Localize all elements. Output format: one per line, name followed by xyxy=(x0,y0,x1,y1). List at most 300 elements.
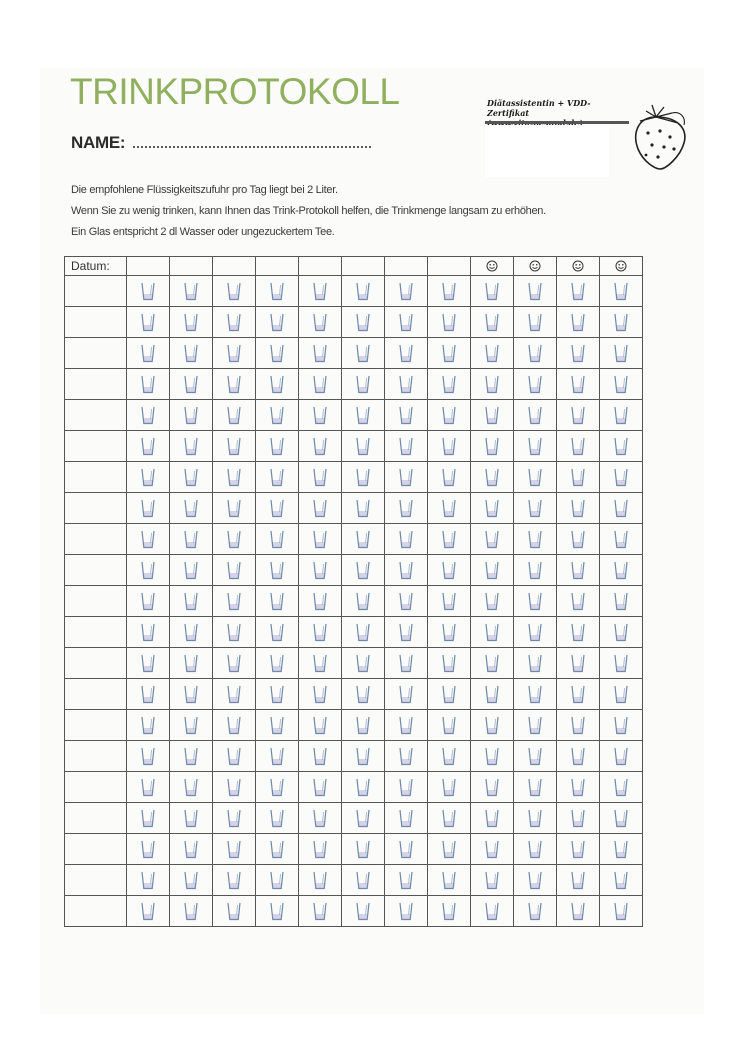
glass-cell[interactable] xyxy=(213,865,256,896)
glass-cell[interactable] xyxy=(385,524,428,555)
glass-cell[interactable] xyxy=(342,338,385,369)
name-field[interactable] xyxy=(71,133,371,153)
glass-cell[interactable] xyxy=(600,834,643,865)
glass-cell[interactable] xyxy=(213,462,256,493)
glass-cell[interactable] xyxy=(170,772,213,803)
glass-cell[interactable] xyxy=(514,307,557,338)
glass-cell[interactable] xyxy=(600,400,643,431)
glass-cell[interactable] xyxy=(299,369,342,400)
glass-cell[interactable] xyxy=(170,462,213,493)
glass-cell[interactable] xyxy=(299,586,342,617)
glass-cell[interactable] xyxy=(342,400,385,431)
glass-cell[interactable] xyxy=(471,772,514,803)
glass-cell[interactable] xyxy=(514,896,557,927)
glass-cell[interactable] xyxy=(600,524,643,555)
glass-cell[interactable] xyxy=(557,369,600,400)
glass-cell[interactable] xyxy=(299,617,342,648)
glass-cell[interactable] xyxy=(170,741,213,772)
date-cell[interactable] xyxy=(65,834,127,865)
glass-cell[interactable] xyxy=(256,431,299,462)
glass-cell[interactable] xyxy=(127,400,170,431)
glass-cell[interactable] xyxy=(557,679,600,710)
glass-cell[interactable] xyxy=(428,834,471,865)
glass-cell[interactable] xyxy=(557,865,600,896)
glass-cell[interactable] xyxy=(385,648,428,679)
glass-cell[interactable] xyxy=(385,462,428,493)
glass-cell[interactable] xyxy=(600,462,643,493)
date-cell[interactable] xyxy=(65,803,127,834)
date-header-cell[interactable] xyxy=(428,257,471,276)
glass-cell[interactable] xyxy=(299,276,342,307)
date-header-cell[interactable] xyxy=(256,257,299,276)
glass-cell[interactable] xyxy=(600,617,643,648)
glass-cell[interactable] xyxy=(256,276,299,307)
glass-cell[interactable] xyxy=(299,648,342,679)
glass-cell[interactable] xyxy=(514,834,557,865)
glass-cell[interactable] xyxy=(213,276,256,307)
date-header-cell[interactable] xyxy=(385,257,428,276)
glass-cell[interactable] xyxy=(127,834,170,865)
glass-cell[interactable] xyxy=(514,524,557,555)
glass-cell[interactable] xyxy=(600,431,643,462)
glass-cell[interactable] xyxy=(428,617,471,648)
glass-cell[interactable] xyxy=(600,369,643,400)
table-row xyxy=(65,369,643,400)
glass-cell[interactable] xyxy=(342,648,385,679)
glass-cell[interactable] xyxy=(428,679,471,710)
glass-cell[interactable] xyxy=(256,338,299,369)
glass-cell[interactable] xyxy=(600,803,643,834)
glass-cell[interactable] xyxy=(600,648,643,679)
glass-cell[interactable] xyxy=(428,710,471,741)
glass-cell[interactable] xyxy=(256,710,299,741)
glass-cell[interactable] xyxy=(557,276,600,307)
glass-cell[interactable] xyxy=(514,617,557,648)
glass-cell[interactable] xyxy=(471,276,514,307)
glass-cell[interactable] xyxy=(385,710,428,741)
glass-cell[interactable] xyxy=(471,648,514,679)
glass-cell[interactable] xyxy=(600,865,643,896)
glass-cell[interactable] xyxy=(600,307,643,338)
glass-cell[interactable] xyxy=(127,586,170,617)
glass-cell[interactable] xyxy=(299,710,342,741)
glass-cell[interactable] xyxy=(170,307,213,338)
date-cell[interactable] xyxy=(65,648,127,679)
glass-cell[interactable] xyxy=(471,400,514,431)
glass-cell[interactable] xyxy=(213,524,256,555)
glass-cell[interactable] xyxy=(428,276,471,307)
glass-cell[interactable] xyxy=(600,679,643,710)
glass-cell[interactable] xyxy=(471,803,514,834)
glass-cell[interactable] xyxy=(127,555,170,586)
glass-cell[interactable] xyxy=(514,338,557,369)
glass-cell[interactable] xyxy=(600,338,643,369)
glass-cell[interactable] xyxy=(256,834,299,865)
glass-cell[interactable] xyxy=(600,710,643,741)
glass-cell[interactable] xyxy=(385,834,428,865)
glass-cell[interactable] xyxy=(342,803,385,834)
glass-cell[interactable] xyxy=(385,772,428,803)
glass-cell[interactable] xyxy=(127,524,170,555)
glass-cell[interactable] xyxy=(342,555,385,586)
glass-cell[interactable] xyxy=(514,462,557,493)
glass-cell[interactable] xyxy=(213,648,256,679)
drinking-glass-icon xyxy=(441,281,457,301)
glass-cell[interactable] xyxy=(170,865,213,896)
glass-cell[interactable] xyxy=(385,555,428,586)
glass-cell[interactable] xyxy=(385,431,428,462)
glass-cell[interactable] xyxy=(342,462,385,493)
glass-cell[interactable] xyxy=(471,307,514,338)
glass-cell[interactable] xyxy=(557,555,600,586)
glass-cell[interactable] xyxy=(256,493,299,524)
glass-cell[interactable] xyxy=(557,617,600,648)
glass-cell[interactable] xyxy=(213,369,256,400)
drinking-glass-icon xyxy=(226,715,242,735)
date-header-cell[interactable] xyxy=(299,257,342,276)
date-cell[interactable] xyxy=(65,400,127,431)
glass-cell[interactable] xyxy=(514,586,557,617)
glass-cell[interactable] xyxy=(428,896,471,927)
glass-cell[interactable] xyxy=(213,307,256,338)
glass-cell[interactable] xyxy=(428,400,471,431)
glass-cell[interactable] xyxy=(557,462,600,493)
date-cell[interactable] xyxy=(65,462,127,493)
glass-cell[interactable] xyxy=(600,276,643,307)
glass-cell[interactable] xyxy=(514,803,557,834)
glass-cell[interactable] xyxy=(557,741,600,772)
glass-cell[interactable] xyxy=(342,710,385,741)
date-header-cell[interactable] xyxy=(342,257,385,276)
date-header-cell[interactable] xyxy=(471,257,514,276)
glass-cell[interactable] xyxy=(385,896,428,927)
glass-cell[interactable] xyxy=(170,555,213,586)
drinking-glass-icon xyxy=(226,498,242,518)
glass-cell[interactable] xyxy=(213,617,256,648)
glass-cell[interactable] xyxy=(299,462,342,493)
date-cell[interactable] xyxy=(65,617,127,648)
glass-cell[interactable] xyxy=(256,617,299,648)
glass-cell[interactable] xyxy=(170,834,213,865)
glass-cell[interactable] xyxy=(514,400,557,431)
glass-cell[interactable] xyxy=(299,679,342,710)
glass-cell[interactable] xyxy=(428,431,471,462)
glass-cell[interactable] xyxy=(428,307,471,338)
glass-cell[interactable] xyxy=(471,865,514,896)
glass-cell[interactable] xyxy=(342,679,385,710)
drinking-glass-icon xyxy=(312,777,328,797)
glass-cell[interactable] xyxy=(471,741,514,772)
glass-cell[interactable] xyxy=(299,896,342,927)
glass-cell[interactable] xyxy=(514,710,557,741)
glass-cell[interactable] xyxy=(170,338,213,369)
glass-cell[interactable] xyxy=(600,493,643,524)
glass-cell[interactable] xyxy=(299,741,342,772)
glass-cell[interactable] xyxy=(170,896,213,927)
glass-cell[interactable] xyxy=(342,772,385,803)
glass-cell[interactable] xyxy=(557,648,600,679)
glass-cell[interactable] xyxy=(428,586,471,617)
glass-cell[interactable] xyxy=(127,431,170,462)
glass-cell[interactable] xyxy=(213,679,256,710)
glass-cell[interactable] xyxy=(170,586,213,617)
glass-cell[interactable] xyxy=(127,338,170,369)
drinking-glass-icon xyxy=(613,839,629,859)
glass-cell[interactable] xyxy=(299,307,342,338)
glass-cell[interactable] xyxy=(299,493,342,524)
glass-cell[interactable] xyxy=(385,400,428,431)
glass-cell[interactable] xyxy=(342,617,385,648)
glass-cell[interactable] xyxy=(342,524,385,555)
glass-cell[interactable] xyxy=(557,338,600,369)
glass-cell[interactable] xyxy=(385,803,428,834)
glass-cell[interactable] xyxy=(514,369,557,400)
glass-cell[interactable] xyxy=(127,276,170,307)
glass-cell[interactable] xyxy=(428,369,471,400)
glass-cell[interactable] xyxy=(600,896,643,927)
glass-cell[interactable] xyxy=(557,586,600,617)
glass-cell[interactable] xyxy=(428,772,471,803)
glass-cell[interactable] xyxy=(213,400,256,431)
glass-cell[interactable] xyxy=(385,307,428,338)
date-cell[interactable] xyxy=(65,896,127,927)
glass-cell[interactable] xyxy=(213,338,256,369)
glass-cell[interactable] xyxy=(471,586,514,617)
glass-cell[interactable] xyxy=(428,803,471,834)
date-header-cell[interactable] xyxy=(127,257,170,276)
glass-cell[interactable] xyxy=(557,710,600,741)
glass-cell[interactable] xyxy=(127,307,170,338)
glass-cell[interactable] xyxy=(256,648,299,679)
glass-cell[interactable] xyxy=(342,896,385,927)
glass-cell[interactable] xyxy=(471,462,514,493)
glass-cell[interactable] xyxy=(600,741,643,772)
glass-cell[interactable] xyxy=(385,617,428,648)
glass-cell[interactable] xyxy=(557,896,600,927)
date-cell[interactable] xyxy=(65,431,127,462)
glass-cell[interactable] xyxy=(557,772,600,803)
glass-cell[interactable] xyxy=(170,400,213,431)
glass-cell[interactable] xyxy=(170,648,213,679)
glass-cell[interactable] xyxy=(256,369,299,400)
drinking-glass-icon xyxy=(226,901,242,921)
date-cell[interactable] xyxy=(65,772,127,803)
glass-cell[interactable] xyxy=(127,679,170,710)
glass-cell[interactable] xyxy=(256,679,299,710)
glass-cell[interactable] xyxy=(170,803,213,834)
glass-cell[interactable] xyxy=(471,710,514,741)
date-cell[interactable] xyxy=(65,338,127,369)
glass-cell[interactable] xyxy=(213,586,256,617)
glass-cell[interactable] xyxy=(127,741,170,772)
glass-cell[interactable] xyxy=(428,741,471,772)
glass-cell[interactable] xyxy=(514,865,557,896)
drinking-glass-icon xyxy=(355,808,371,828)
glass-cell[interactable] xyxy=(428,648,471,679)
glass-cell[interactable] xyxy=(127,462,170,493)
glass-cell[interactable] xyxy=(170,369,213,400)
glass-cell[interactable] xyxy=(342,834,385,865)
glass-cell[interactable] xyxy=(170,679,213,710)
glass-cell[interactable] xyxy=(127,772,170,803)
glass-cell[interactable] xyxy=(385,276,428,307)
glass-cell[interactable] xyxy=(428,524,471,555)
glass-cell[interactable] xyxy=(299,524,342,555)
glass-cell[interactable] xyxy=(256,307,299,338)
glass-cell[interactable] xyxy=(471,369,514,400)
glass-cell[interactable] xyxy=(127,803,170,834)
glass-cell[interactable] xyxy=(514,493,557,524)
glass-cell[interactable] xyxy=(342,276,385,307)
glass-cell[interactable] xyxy=(471,679,514,710)
glass-cell[interactable] xyxy=(471,431,514,462)
glass-cell[interactable] xyxy=(256,741,299,772)
glass-cell[interactable] xyxy=(514,679,557,710)
glass-cell[interactable] xyxy=(213,710,256,741)
glass-cell[interactable] xyxy=(256,462,299,493)
date-header-cell[interactable] xyxy=(514,257,557,276)
glass-cell[interactable] xyxy=(342,865,385,896)
glass-cell[interactable] xyxy=(127,865,170,896)
glass-cell[interactable] xyxy=(385,865,428,896)
glass-cell[interactable] xyxy=(127,369,170,400)
glass-cell[interactable] xyxy=(256,865,299,896)
glass-cell[interactable] xyxy=(514,431,557,462)
glass-cell[interactable] xyxy=(127,896,170,927)
glass-cell[interactable] xyxy=(557,307,600,338)
glass-cell[interactable] xyxy=(557,431,600,462)
glass-cell[interactable] xyxy=(256,803,299,834)
glass-cell[interactable] xyxy=(557,493,600,524)
glass-cell[interactable] xyxy=(514,741,557,772)
glass-cell[interactable] xyxy=(428,493,471,524)
glass-cell[interactable] xyxy=(213,431,256,462)
glass-cell[interactable] xyxy=(385,679,428,710)
glass-cell[interactable] xyxy=(256,772,299,803)
glass-cell[interactable] xyxy=(170,524,213,555)
glass-cell[interactable] xyxy=(127,493,170,524)
glass-cell[interactable] xyxy=(170,276,213,307)
glass-cell[interactable] xyxy=(428,865,471,896)
date-cell[interactable] xyxy=(65,710,127,741)
glass-cell[interactable] xyxy=(385,586,428,617)
name-dotted-line[interactable] xyxy=(133,136,371,148)
glass-cell[interactable] xyxy=(428,555,471,586)
date-header-cell[interactable] xyxy=(600,257,643,276)
date-cell[interactable] xyxy=(65,369,127,400)
glass-cell[interactable] xyxy=(127,617,170,648)
glass-cell[interactable] xyxy=(213,896,256,927)
glass-cell[interactable] xyxy=(213,555,256,586)
date-cell[interactable] xyxy=(65,524,127,555)
glass-cell[interactable] xyxy=(557,803,600,834)
glass-cell[interactable] xyxy=(213,493,256,524)
glass-cell[interactable] xyxy=(127,710,170,741)
date-cell[interactable] xyxy=(65,865,127,896)
glass-cell[interactable] xyxy=(213,741,256,772)
date-cell[interactable] xyxy=(65,276,127,307)
glass-cell[interactable] xyxy=(557,400,600,431)
glass-cell[interactable] xyxy=(385,493,428,524)
glass-cell[interactable] xyxy=(256,555,299,586)
glass-cell[interactable] xyxy=(342,741,385,772)
glass-cell[interactable] xyxy=(170,431,213,462)
glass-cell[interactable] xyxy=(471,338,514,369)
glass-cell[interactable] xyxy=(299,555,342,586)
glass-cell[interactable] xyxy=(514,772,557,803)
glass-cell[interactable] xyxy=(170,617,213,648)
glass-cell[interactable] xyxy=(428,338,471,369)
glass-cell[interactable] xyxy=(471,493,514,524)
glass-cell[interactable] xyxy=(342,493,385,524)
glass-cell[interactable] xyxy=(170,710,213,741)
glass-cell[interactable] xyxy=(600,772,643,803)
glass-cell[interactable] xyxy=(514,555,557,586)
date-cell[interactable] xyxy=(65,586,127,617)
glass-cell[interactable] xyxy=(299,400,342,431)
glass-cell[interactable] xyxy=(471,555,514,586)
glass-cell[interactable] xyxy=(299,803,342,834)
glass-cell[interactable] xyxy=(471,896,514,927)
drinking-glass-icon xyxy=(355,560,371,580)
date-cell[interactable] xyxy=(65,741,127,772)
glass-cell[interactable] xyxy=(514,648,557,679)
date-header-cell[interactable] xyxy=(170,257,213,276)
table-row xyxy=(65,307,643,338)
glass-cell[interactable] xyxy=(385,338,428,369)
glass-cell[interactable] xyxy=(557,834,600,865)
glass-cell[interactable] xyxy=(299,772,342,803)
glass-cell[interactable] xyxy=(428,462,471,493)
glass-cell[interactable] xyxy=(342,307,385,338)
glass-cell[interactable] xyxy=(514,276,557,307)
date-header-cell[interactable] xyxy=(213,257,256,276)
glass-cell[interactable] xyxy=(385,369,428,400)
glass-cell[interactable] xyxy=(256,896,299,927)
glass-cell[interactable] xyxy=(299,834,342,865)
date-cell[interactable] xyxy=(65,493,127,524)
glass-cell[interactable] xyxy=(600,586,643,617)
glass-cell[interactable] xyxy=(471,524,514,555)
date-cell[interactable] xyxy=(65,307,127,338)
glass-cell[interactable] xyxy=(170,493,213,524)
glass-cell[interactable] xyxy=(127,648,170,679)
glass-cell[interactable] xyxy=(557,524,600,555)
date-cell[interactable] xyxy=(65,555,127,586)
glass-cell[interactable] xyxy=(299,431,342,462)
glass-cell[interactable] xyxy=(213,803,256,834)
drinking-glass-icon xyxy=(140,529,156,549)
glass-cell[interactable] xyxy=(213,772,256,803)
glass-cell[interactable] xyxy=(471,834,514,865)
glass-cell[interactable] xyxy=(471,617,514,648)
date-header-cell[interactable] xyxy=(557,257,600,276)
glass-cell[interactable] xyxy=(342,369,385,400)
glass-cell[interactable] xyxy=(342,586,385,617)
glass-cell[interactable] xyxy=(600,555,643,586)
glass-cell[interactable] xyxy=(299,338,342,369)
drinking-glass-icon xyxy=(226,622,242,642)
glass-cell[interactable] xyxy=(256,586,299,617)
glass-cell[interactable] xyxy=(213,834,256,865)
glass-cell[interactable] xyxy=(385,741,428,772)
table-row xyxy=(65,710,643,741)
glass-cell[interactable] xyxy=(256,524,299,555)
glass-cell[interactable] xyxy=(342,431,385,462)
glass-cell[interactable] xyxy=(256,400,299,431)
glass-cell[interactable] xyxy=(299,865,342,896)
date-cell[interactable] xyxy=(65,679,127,710)
